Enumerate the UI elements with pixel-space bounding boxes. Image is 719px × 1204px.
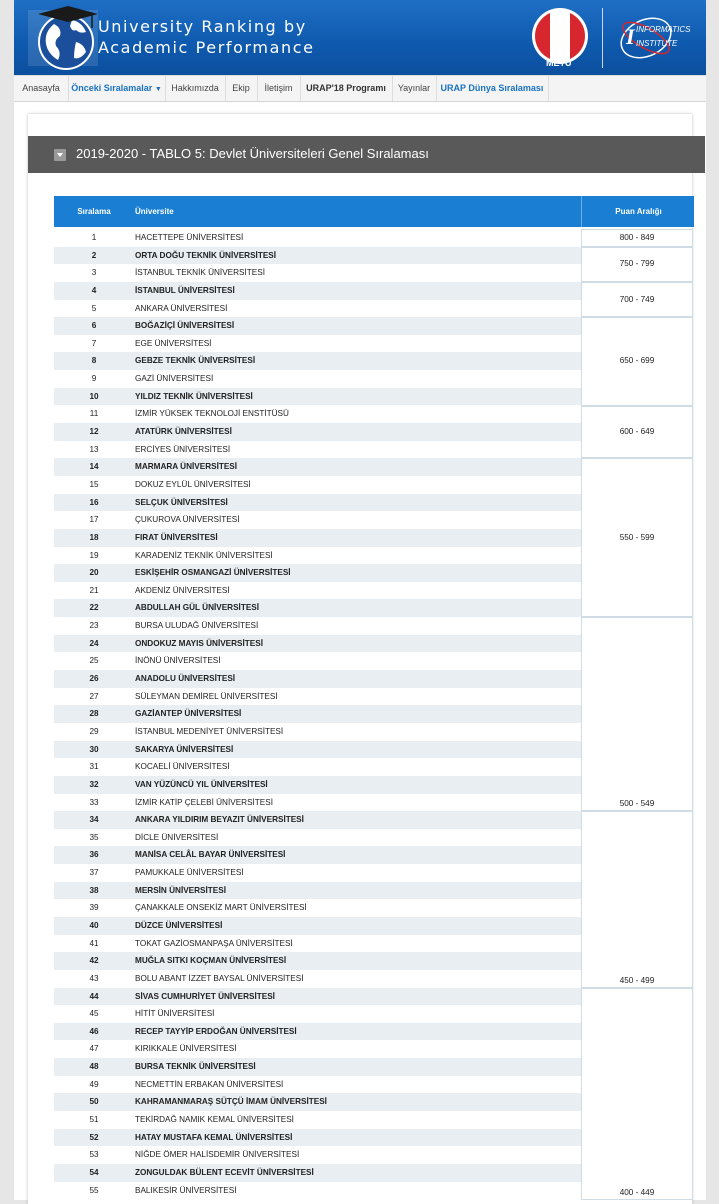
rank-cell: 27	[89, 691, 99, 701]
rank-cell: 41	[89, 938, 99, 948]
table-row	[54, 617, 581, 635]
table-row	[54, 1093, 581, 1111]
table-row	[54, 388, 581, 406]
nav-item-label: URAP Dünya Sıralaması	[440, 83, 544, 93]
table-row	[54, 1182, 581, 1200]
rank-cell: 24	[89, 638, 99, 648]
rank-cell: 5	[91, 303, 97, 313]
nav-item-urap18-programi[interactable]	[300, 76, 393, 101]
university-cell: İSTANBUL TEKNİK ÜNİVERSİTESİ	[135, 268, 265, 278]
rank-cell: 11	[89, 409, 99, 419]
logo-divider	[602, 8, 603, 68]
table-row	[54, 1111, 581, 1129]
nav-item-anasayfa[interactable]	[14, 76, 69, 101]
nav-item-label: Yayınlar	[397, 83, 431, 93]
university-cell: SİVAS CUMHURİYET ÜNİVERSİTESİ	[135, 991, 275, 1001]
university-cell: GAZİANTEP ÜNİVERSİTESİ	[135, 709, 242, 719]
table-row	[54, 829, 581, 847]
section-header[interactable]	[28, 136, 705, 173]
table-row	[54, 529, 581, 547]
score-band	[581, 229, 693, 247]
site-title-line1: University Ranking by	[98, 17, 307, 36]
table-row	[54, 441, 581, 459]
column-header-score: Puan Aralığı	[581, 196, 695, 227]
table-row	[54, 652, 581, 670]
university-cell: İNÖNÜ ÜNİVERSİTESİ	[135, 656, 221, 666]
rank-cell: 38	[89, 885, 99, 895]
university-cell: DOKUZ EYLÜL ÜNİVERSİTESİ	[135, 479, 251, 489]
nav-item-label: İletişim	[264, 83, 293, 93]
university-cell: İZMİR KATİP ÇELEBİ ÜNİVERSİTESİ	[135, 797, 274, 807]
score-band	[581, 317, 693, 405]
university-cell: GEBZE TEKNİK ÜNİVERSİTESİ	[135, 356, 256, 366]
rank-cell: 22	[89, 603, 99, 613]
table-row	[54, 741, 581, 759]
nav-item-urap-dunya-siralamasi[interactable]	[436, 76, 549, 101]
table-row	[54, 458, 581, 476]
rank-cell: 40	[89, 920, 99, 930]
table-row	[54, 1040, 581, 1058]
university-cell: BOLU ABANT İZZET BAYSAL ÜNİVERSİTESİ	[135, 973, 304, 983]
rank-cell: 7	[91, 338, 97, 348]
rank-cell: 49	[89, 1079, 99, 1089]
rank-cell: 47	[89, 1044, 99, 1054]
university-cell: ESKİŞEHİR OSMANGAZİ ÜNİVERSİTESİ	[135, 568, 291, 578]
table-row	[54, 282, 581, 300]
university-cell: BURSA ULUDAĞ ÜNİVERSİTESİ	[135, 621, 259, 631]
table-row	[54, 423, 581, 441]
university-cell: ATATÜRK ÜNİVERSİTESİ	[135, 427, 232, 437]
table-row	[54, 846, 581, 864]
university-cell: NİĞDE ÖMER HALİSDEMİR ÜNİVERSİTESİ	[135, 1150, 300, 1160]
university-cell: TOKAT GAZİOSMANPAŞA ÜNİVERSİTESİ	[135, 938, 293, 948]
score-band-label: 750 - 799	[619, 259, 655, 269]
university-cell: ANADOLU ÜNİVERSİTESİ	[135, 674, 236, 684]
table-row	[54, 511, 581, 529]
table-row	[54, 599, 581, 617]
university-cell: SAKARYA ÜNİVERSİTESİ	[135, 744, 234, 754]
rank-cell: 8	[91, 356, 97, 366]
rank-cell: 21	[89, 585, 99, 595]
table-row	[54, 229, 581, 247]
table-row	[54, 670, 581, 688]
rank-cell: 54	[89, 1167, 99, 1177]
university-cell: HİTİT ÜNİVERSİTESİ	[135, 1009, 215, 1019]
university-cell: ZONGULDAK BÜLENT ECEVİT ÜNİVERSİTESİ	[135, 1167, 314, 1177]
rank-cell: 55	[89, 1185, 99, 1195]
rank-cell: 34	[89, 815, 99, 825]
university-cell: KIRIKKALE ÜNİVERSİTESİ	[135, 1044, 237, 1054]
rank-cell: 48	[89, 1062, 99, 1072]
table-row	[54, 1058, 581, 1076]
rank-cell: 14	[89, 462, 99, 472]
table-row	[54, 1129, 581, 1147]
score-band	[581, 458, 693, 617]
university-cell: DÜZCE ÜNİVERSİTESİ	[135, 920, 223, 930]
university-cell: MANİSA CELÂL BAYAR ÜNİVERSİTESİ	[135, 850, 286, 860]
table-row	[54, 988, 581, 1006]
university-cell: DİCLE ÜNİVERSİTESİ	[135, 832, 219, 842]
university-cell: YILDIZ TEKNİK ÜNİVERSİTESİ	[135, 391, 253, 401]
table-row	[54, 494, 581, 512]
table-row	[54, 1076, 581, 1094]
section-title: 2019-2020 - TABLO 5: Devlet Üniversiteleri Genel Sıralaması	[76, 146, 429, 161]
table-row	[54, 705, 581, 723]
university-cell: FIRAT ÜNİVERSİTESİ	[135, 532, 218, 542]
table-row	[54, 564, 581, 582]
university-cell: ÇANAKKALE ONSEKİZ MART ÜNİVERSİTESİ	[135, 903, 307, 913]
rank-cell: 42	[89, 956, 99, 966]
score-band-label: 450 - 499	[619, 975, 655, 985]
table-row	[54, 864, 581, 882]
metu-label: METU	[546, 58, 572, 68]
university-cell: HATAY MUSTAFA KEMAL ÜNİVERSİTESİ	[135, 1132, 293, 1142]
score-band	[581, 811, 693, 988]
rank-cell: 37	[89, 868, 99, 878]
university-cell: VAN YÜZÜNCÜ YIL ÜNİVERSİTESİ	[135, 779, 268, 789]
rank-cell: 10	[89, 391, 99, 401]
table-row	[54, 688, 581, 706]
rank-cell: 23	[89, 621, 99, 631]
rank-cell: 29	[89, 726, 99, 736]
table-row	[54, 1005, 581, 1023]
globe-logo-icon[interactable]	[24, 2, 104, 72]
table-row	[54, 317, 581, 335]
table-row	[54, 1164, 581, 1182]
rank-cell: 12	[89, 427, 99, 437]
nav-item-iletisim[interactable]	[257, 76, 301, 101]
rank-cell: 19	[89, 550, 99, 560]
table-row	[54, 794, 581, 812]
nav-item-label: Hakkımızda	[171, 83, 219, 93]
rank-cell: 28	[89, 709, 99, 719]
university-cell: AKDENİZ ÜNİVERSİTESİ	[135, 585, 230, 595]
university-cell: İSTANBUL MEDENİYET ÜNİVERSİTESİ	[135, 726, 284, 736]
university-cell: ÇUKUROVA ÜNİVERSİTESİ	[135, 515, 240, 525]
university-cell: ORTA DOĞU TEKNİK ÜNİVERSİTESİ	[135, 250, 277, 260]
university-cell: ERCİYES ÜNİVERSİTESİ	[135, 444, 231, 454]
rank-cell: 33	[89, 797, 99, 807]
rank-cell: 46	[89, 1026, 99, 1036]
score-band-label: 500 - 549	[619, 799, 655, 809]
informatics-institute-logo-icon[interactable]	[612, 6, 702, 70]
university-cell: HACETTEPE ÜNİVERSİTESİ	[135, 233, 244, 242]
rank-cell: 3	[91, 268, 97, 278]
table-row	[54, 635, 581, 653]
university-cell: ONDOKUZ MAYIS ÜNİVERSİTESİ	[135, 638, 263, 648]
score-band-label: 600 - 649	[619, 426, 655, 436]
score-band-label: 700 - 749	[619, 294, 655, 304]
rank-cell: 4	[91, 285, 97, 295]
university-cell: KAHRAMANMARAŞ SÜTÇÜ İMAM ÜNİVERSİTESİ	[135, 1097, 327, 1107]
university-cell: BOĞAZİÇİ ÜNİVERSİTESİ	[135, 321, 235, 331]
nav-item-label: Ekip	[232, 83, 250, 93]
nav-item-yayinlar[interactable]	[392, 76, 437, 101]
chevron-down-icon: ▼	[154, 86, 162, 93]
svg-text:I: I	[626, 24, 635, 49]
table-row	[54, 352, 581, 370]
nav-item-ekip[interactable]	[225, 76, 258, 101]
score-band-label: 400 - 449	[619, 1187, 655, 1197]
rank-cell: 50	[89, 1097, 99, 1107]
table-row	[54, 547, 581, 565]
rank-cell: 13	[89, 444, 99, 454]
site-header	[14, 0, 706, 75]
table-row	[54, 335, 581, 353]
institute-line2: INSTITUTE	[636, 39, 678, 48]
rank-cell: 32	[89, 779, 99, 789]
rank-cell: 43	[89, 973, 99, 983]
rank-cell: 45	[89, 1009, 99, 1019]
score-band-label: 650 - 699	[619, 356, 655, 366]
nav-item-label: Önceki Sıralamalar	[71, 83, 153, 93]
page	[14, 0, 706, 1200]
table-row	[54, 476, 581, 494]
rank-cell: 9	[91, 374, 97, 384]
university-cell: KOCAELİ ÜNİVERSİTESİ	[135, 762, 230, 772]
score-band	[581, 282, 693, 317]
table-header	[54, 196, 694, 227]
table-row	[54, 405, 581, 423]
column-header-university: Üniversite	[135, 207, 174, 216]
rank-cell: 31	[89, 762, 99, 772]
rank-cell: 53	[89, 1150, 99, 1160]
column-header-rank: Sıralama	[77, 207, 111, 216]
university-cell: İSTANBUL ÜNİVERSİTESİ	[135, 285, 235, 295]
rank-cell: 25	[89, 656, 99, 666]
table-row	[54, 1146, 581, 1164]
nav-item-hakkimizda[interactable]	[165, 76, 226, 101]
score-band	[581, 988, 693, 1200]
table-row	[54, 1023, 581, 1041]
score-band	[581, 247, 693, 282]
rank-cell: 36	[89, 850, 99, 860]
site-title	[98, 16, 315, 58]
rank-cell: 35	[89, 832, 99, 842]
score-band	[581, 617, 693, 811]
rank-cell: 1	[91, 233, 97, 242]
score-band-label: 550 - 599	[619, 532, 655, 542]
university-cell: MERSİN ÜNİVERSİTESİ	[135, 885, 226, 895]
university-cell: İZMİR YÜKSEK TEKNOLOJİ ENSTİTÜSÜ	[135, 409, 289, 419]
university-cell: ANKARA YILDIRIM BEYAZIT ÜNİVERSİTESİ	[135, 815, 304, 825]
main-nav	[14, 75, 706, 102]
university-cell: SELÇUK ÜNİVERSİTESİ	[135, 497, 228, 507]
institute-line1: INFORMATICS	[636, 25, 691, 34]
university-cell: ABDULLAH GÜL ÜNİVERSİTESİ	[135, 603, 260, 613]
university-cell: SÜLEYMAN DEMİREL ÜNİVERSİTESİ	[135, 691, 278, 701]
table-row	[54, 264, 581, 282]
table-row	[54, 370, 581, 388]
score-band-label: 800 - 849	[619, 232, 655, 242]
table-row	[54, 899, 581, 917]
table-row	[54, 300, 581, 318]
university-cell: TEKİRDAĞ NAMIK KEMAL ÜNİVERSİTESİ	[135, 1115, 294, 1125]
rank-cell: 6	[91, 321, 97, 331]
rank-cell: 39	[89, 903, 99, 913]
rank-cell: 30	[89, 744, 99, 754]
rank-cell: 44	[89, 991, 99, 1001]
table-row	[54, 970, 581, 988]
nav-item-onceki-siralamalar[interactable]	[68, 76, 166, 101]
score-column	[581, 229, 694, 1200]
university-cell: ANKARA ÜNİVERSİTESİ	[135, 303, 228, 313]
university-cell: NECMETTİN ERBAKAN ÜNİVERSİTESİ	[135, 1079, 284, 1089]
table-row	[54, 811, 581, 829]
university-cell: GAZİ ÜNİVERSİTESİ	[135, 374, 214, 384]
table-row	[54, 917, 581, 935]
rank-cell: 18	[89, 532, 99, 542]
table-row	[54, 582, 581, 600]
collapse-toggle-icon[interactable]	[54, 149, 66, 161]
nav-item-label: URAP'18 Programı	[306, 83, 386, 93]
table-body	[54, 229, 581, 1199]
table-row	[54, 723, 581, 741]
university-cell: BALIKESİR ÜNİVERSİTESİ	[135, 1185, 237, 1195]
table-row	[54, 247, 581, 265]
table-row	[54, 776, 581, 794]
table-row	[54, 882, 581, 900]
rank-cell: 15	[89, 479, 99, 489]
table-row	[54, 935, 581, 953]
rank-cell: 51	[89, 1115, 99, 1125]
table-row	[54, 758, 581, 776]
site-title-line2: Academic Performance	[98, 38, 315, 57]
rank-cell: 17	[89, 515, 99, 525]
rank-cell: 26	[89, 674, 99, 684]
rank-cell: 2	[91, 250, 97, 260]
rank-cell: 16	[89, 497, 99, 507]
university-cell: MUĞLA SITKI KOÇMAN ÜNİVERSİTESİ	[135, 956, 287, 966]
university-cell: PAMUKKALE ÜNİVERSİTESİ	[135, 868, 244, 878]
university-cell: RECEP TAYYİP ERDOĞAN ÜNİVERSİTESİ	[135, 1026, 297, 1036]
university-cell: EGE ÜNİVERSİTESİ	[135, 338, 212, 348]
rank-cell: 20	[89, 568, 99, 578]
rank-cell: 52	[89, 1132, 99, 1142]
university-cell: MARMARA ÜNİVERSİTESİ	[135, 462, 238, 472]
university-cell: BURSA TEKNİK ÜNİVERSİTESİ	[135, 1062, 256, 1072]
score-band	[581, 406, 693, 459]
university-cell: KARADENİZ TEKNİK ÜNİVERSİTESİ	[135, 550, 273, 560]
nav-item-label: Anasayfa	[22, 83, 60, 93]
table-row	[54, 952, 581, 970]
